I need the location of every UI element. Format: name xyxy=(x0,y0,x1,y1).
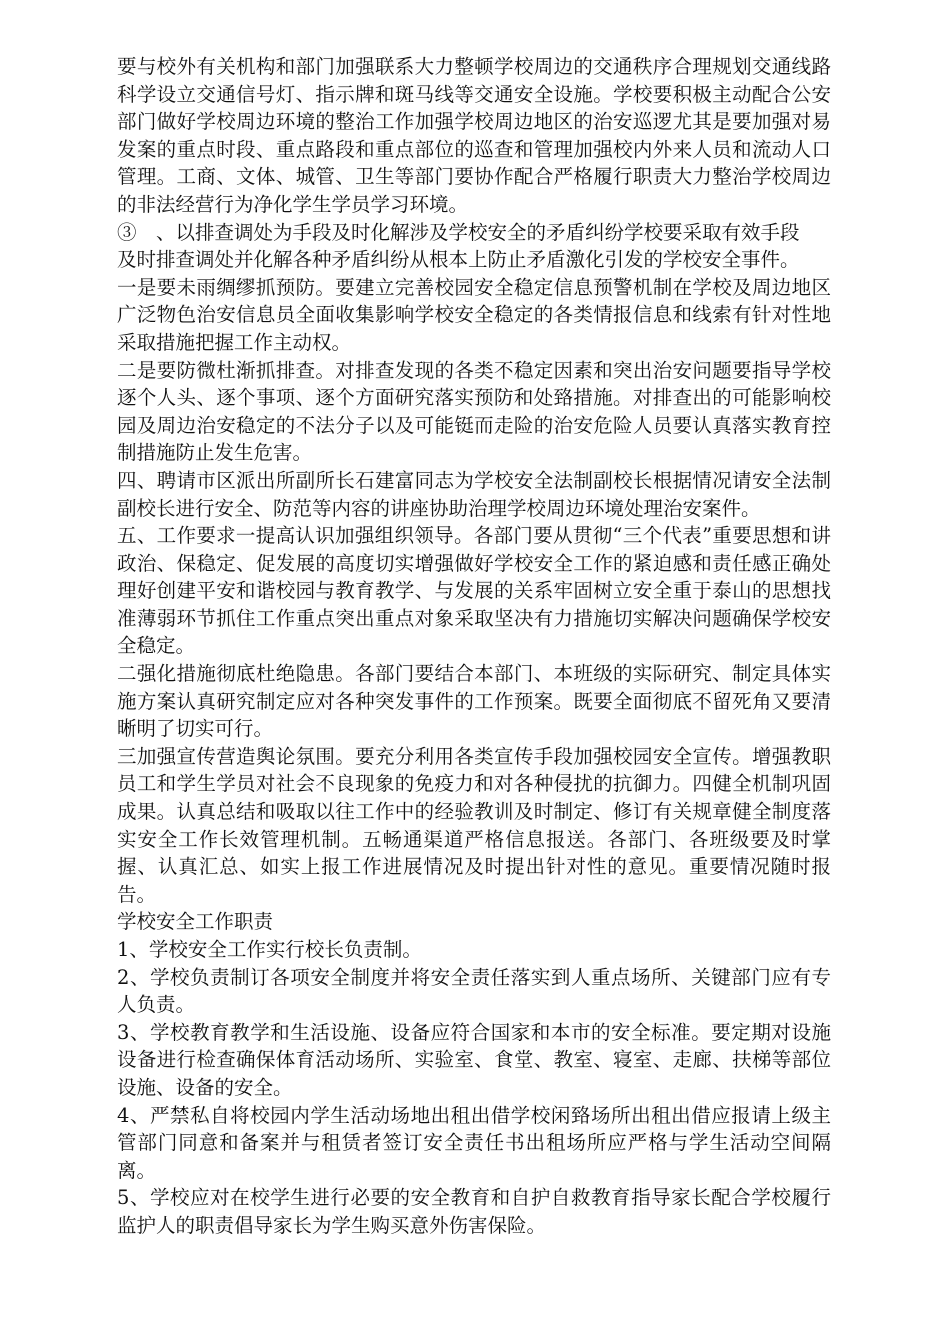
paragraph-publicity: 三加强宣传营造舆论氛围。要充分利用各类宣传手段加强校园安全宣传。增强教职员工和学生学员对社会不良现象的免疫力和对各种侵扰的抗御力。四健全机制巩固成果。认真总结和吸取以往工作中的经验教训及时制定、修订有关规章健全制度落实安全工作长效管理机制。五畅通渠道严格信息报送。各部门、各班级要及时掌握、认真汇总、如实上报工作进展情况及时提出针对性的意见。重要情况随时报告。 xyxy=(117,744,831,906)
paragraph-section-5: 五、工作要求一提高认识加强组织领导。各部门要从贯彻“三个代表”重要思想和讲政治、保稳定、促发展的高度切实增强做好学校安全工作的紧迫感和责任感正确处理好创建平安和谐校园与教育教学、与发展的关系牢固树立安全重于泰山的思想找准薄弱环节抓住工作重点突出重点对象采取坚决有力措施切实解决问题确保学校安全稳定。 xyxy=(117,524,831,658)
duty-item-4: 4、严禁私自将校园内学生活动场地出租出借学校闲臵场所出租出借应报请上级主管部门同意和备案并与租赁者签订安全责任书出租场所应严格与学生活动空间隔离。 xyxy=(117,1103,831,1182)
section-title-duties: 学校安全工作职责 xyxy=(117,910,274,934)
paragraph-traffic-environment: 要与校外有关机构和部门加强联系大力整顿学校周边的交通秩序合理规划交通线路科学设立交通信号灯、指示牌和斑马线等交通安全设施。学校要积极主动配合公安部门做好学校周边环境的整治工作加强学校周边地区的治安巡逻尤其是要加强对易发案的重点时段、重点路段和重点部位的巡查和管理加强校内外来人员和流动人口管理。工商、文体、城管、卫生等部门要协作配合严格履行职责大力整治学校周边的非法经营行为净化学生学员学习环境。 xyxy=(117,55,831,216)
paragraph-prevention: 一是要未雨绸缪抓预防。要建立完善校园安全稳定信息预警机制在学校及周边地区广泛物色治安信息员全面收集影响学校安全稳定的各类情报信息和线索有针对性地采取措施把握工作主动权。 xyxy=(117,275,831,354)
duty-item-3: 3、学校教育教学和生活设施、设备应符合国家和本市的安全标准。要定期对设施设备进行检查确保体育活动场所、实验室、食堂、教室、寝室、走廊、扶梯等部位设施、设备的安全。 xyxy=(117,1020,831,1099)
document-page xyxy=(117,53,831,1240)
paragraph-section-4: 四、聘请市区派出所副所长石建富同志为学校安全法制副校长根据情况请安全法制副校长进行安全、防范等内容的讲座协助治理学校周边环境处理治安案件。 xyxy=(117,468,831,520)
paragraph-inspection: 二是要防微杜渐抓排查。对排查发现的各类不稳定因素和突出治安问题要指导学校逐个人头、逐个事项、逐个方面研究落实预防和处臵措施。对排查出的可能影响校园及周边治安稳定的不法分子以及可能铤而走险的治安危险人员要认真落实教育控制措施防止发生危害。 xyxy=(117,358,831,465)
duty-item-1: 1、学校安全工作实行校长负责制。 xyxy=(117,938,422,961)
paragraph-item-3-heading: ③ 、以排查调处为手段及时化解涉及学校安全的矛盾纠纷学校要采取有效手段 xyxy=(117,220,800,244)
paragraph-measures: 二强化措施彻底杜绝隐患。各部门要结合本部门、本班级的实际研究、制定具体实施方案认真研究制定应对各种突发事件的工作预案。既要全面彻底不留死角又要清晰明了切实可行。 xyxy=(117,662,831,741)
duty-item-5: 5、学校应对在校学生进行必要的安全教育和自护自救教育指导家长配合学校履行监护人的职责倡导家长为学生购买意外伤害保险。 xyxy=(117,1186,831,1237)
paragraph-dispute-resolution: 及时排查调处并化解各种矛盾纠纷从根本上防止矛盾激化引发的学校安全事件。 xyxy=(117,248,800,272)
duty-item-2: 2、学校负责制订各项安全制度并将安全责任落实到人重点场所、关键部门应有专人负责。 xyxy=(117,965,831,1017)
